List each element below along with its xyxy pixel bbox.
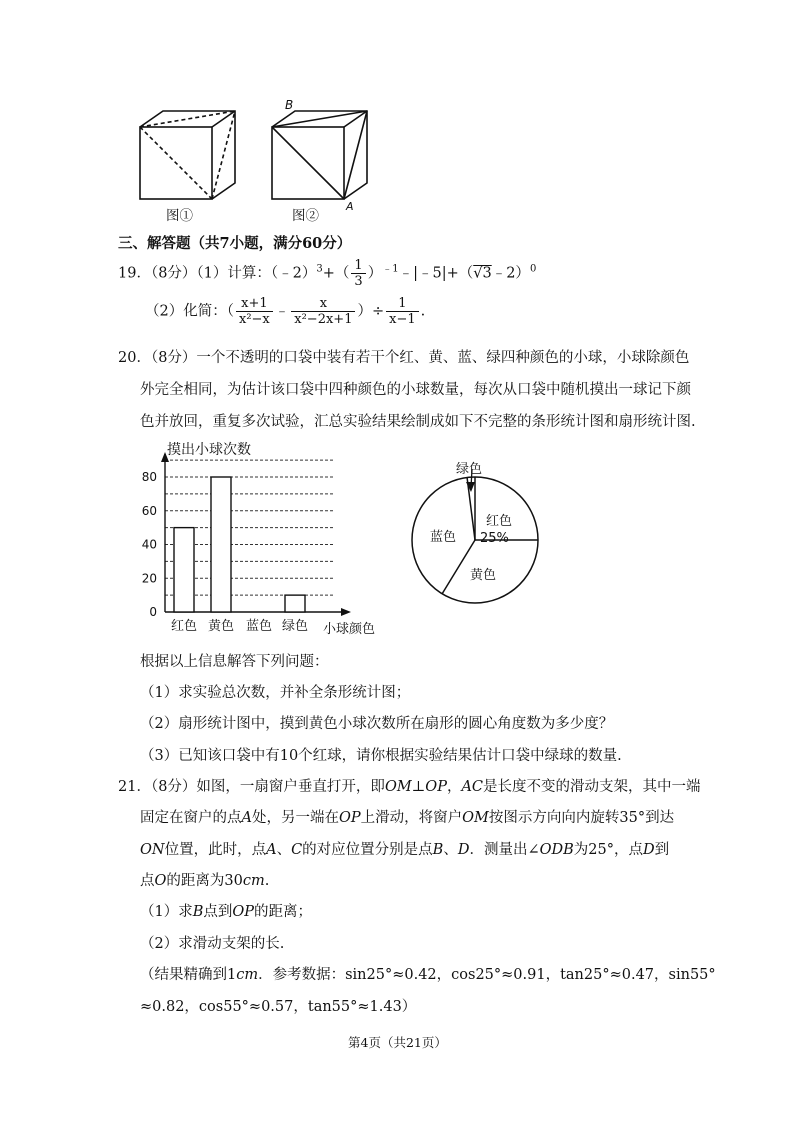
fraction-one-third: $\frac{1}{3}$ xyxy=(351,258,365,289)
page-footer: 第4页（共21页） xyxy=(348,1035,447,1050)
fraction-3: $\frac{1}{x-1}$ xyxy=(386,296,419,327)
q20-sub-2: （2）扇形统计图中，摸到黄色小球次数所在扇形的圆心角度数为多少度？ xyxy=(140,716,614,732)
pie-divider-yellow-blue xyxy=(442,540,475,594)
cube-figure-2 xyxy=(272,111,367,199)
q19-part2: （2）化简：（ $\frac{x+1}{\text{x²−x}}$ ﹣ $\frac{x}{\text{x²−2x+1}}$ ）÷ $\frac{1}{x-1}$ . xyxy=(145,296,426,327)
pie-chart xyxy=(400,455,560,620)
q20-line-3: 色并放回，重复多次试验，汇总实验结果绘制成如下不完整的条形统计图和扇形统计图. xyxy=(140,414,696,430)
x-tick-label: 黄色 xyxy=(207,619,235,634)
sqrt-three: √3 xyxy=(473,265,492,282)
q21-sub-1: （1）求B点到OP的距离； xyxy=(140,904,313,920)
x-tick-label: 红色 xyxy=(170,619,198,634)
q20-line-1: 20．（8分）一个不透明的口袋中装有若干个红、黄、蓝、绿四种颜色的小球，小球除颜色 xyxy=(118,350,690,366)
pie-label-red-percent: 25% xyxy=(480,531,509,546)
y-tick-label: 20 xyxy=(141,571,157,586)
q21-note-2: ≈0.82，cos55°≈0.57，tan55°≈1.43） xyxy=(140,999,417,1015)
cube-figure-1 xyxy=(140,111,235,199)
q20-sub-1: （1）求实验总次数，并补全条形统计图； xyxy=(140,685,411,701)
pie-label-yellow: 黄色 xyxy=(470,568,497,583)
q21-line-4: 点O的距离为30cm. xyxy=(140,873,270,889)
bar-0 xyxy=(174,528,194,612)
figure-caption-2: 图② xyxy=(292,208,319,224)
section-heading: 三、解答题（共7小题，满分60分） xyxy=(118,235,352,252)
y-tick-label: 0 xyxy=(149,605,157,619)
green-pointer-arrowhead xyxy=(466,482,475,492)
q21-line-1: 21．（8分）如图，一扇窗户垂直打开，即OM⊥OP，AC是长度不变的滑动支架，其中一端 xyxy=(118,779,701,795)
label-a: A xyxy=(346,200,354,213)
y-tick-label: 60 xyxy=(141,503,157,518)
x-tick-label: 绿色 xyxy=(281,619,309,634)
bar-chart xyxy=(135,440,395,640)
fraction-1: $\frac{x+1}{\text{x²−x}}$ xyxy=(236,296,273,327)
fraction-2: $\frac{x}{\text{x²−2x+1}}$ xyxy=(291,296,355,327)
pie-label-green: 绿色 xyxy=(456,462,483,477)
x-tick-label: 蓝色 xyxy=(245,619,273,634)
q19-number: 19．（8分） xyxy=(118,265,197,282)
q19-part1: 19．（8分）（1）计算：（﹣2）$^3$+（ $\frac{1}{3}$ ）$^{﹣1}$﹣|﹣5|+（√3﹣2）$^0$ xyxy=(118,258,537,289)
x-axis-title: 小球颜色 xyxy=(323,622,376,637)
figure-caption-1: 图① xyxy=(166,208,193,224)
y-tick-label: 40 xyxy=(141,537,157,552)
label-b: B xyxy=(285,98,294,112)
q20-sub-3: （3）已知该口袋中有10个红球，请你根据实验结果估计口袋中绿球的数量. xyxy=(140,748,622,764)
pie-label-red: 红色 xyxy=(486,514,513,529)
x-axis-arrow xyxy=(341,608,351,616)
q21-line-2: 固定在窗户的点A处，另一端在OP上滑动，将窗户OM按图示方向向内旋转35°到达 xyxy=(140,810,675,826)
y-axis-title: 摸出小球次数 xyxy=(167,442,251,458)
y-tick-label: 80 xyxy=(141,470,157,484)
q20-prompt: 根据以上信息解答下列问题： xyxy=(140,654,329,670)
q21-sub-2: （2）求滑动支架的长. xyxy=(140,936,285,952)
bar-3 xyxy=(285,595,305,612)
pie-label-blue: 蓝色 xyxy=(430,530,457,545)
q21-line-3: ON位置，此时，点A、C的对应位置分别是点B、D．测量出∠ODB为25°，点D到 xyxy=(140,842,670,858)
q20-line-2: 外完全相同，为估计该口袋中四种颜色的小球数量，每次从口袋中随机摸出一球记下颜 xyxy=(140,382,691,398)
bar-1 xyxy=(211,477,231,612)
q21-note-1: （结果精确到1cm．参考数据：sin25°≈0.42，cos25°≈0.91，tan25°≈0.47，sin55° xyxy=(140,967,716,983)
